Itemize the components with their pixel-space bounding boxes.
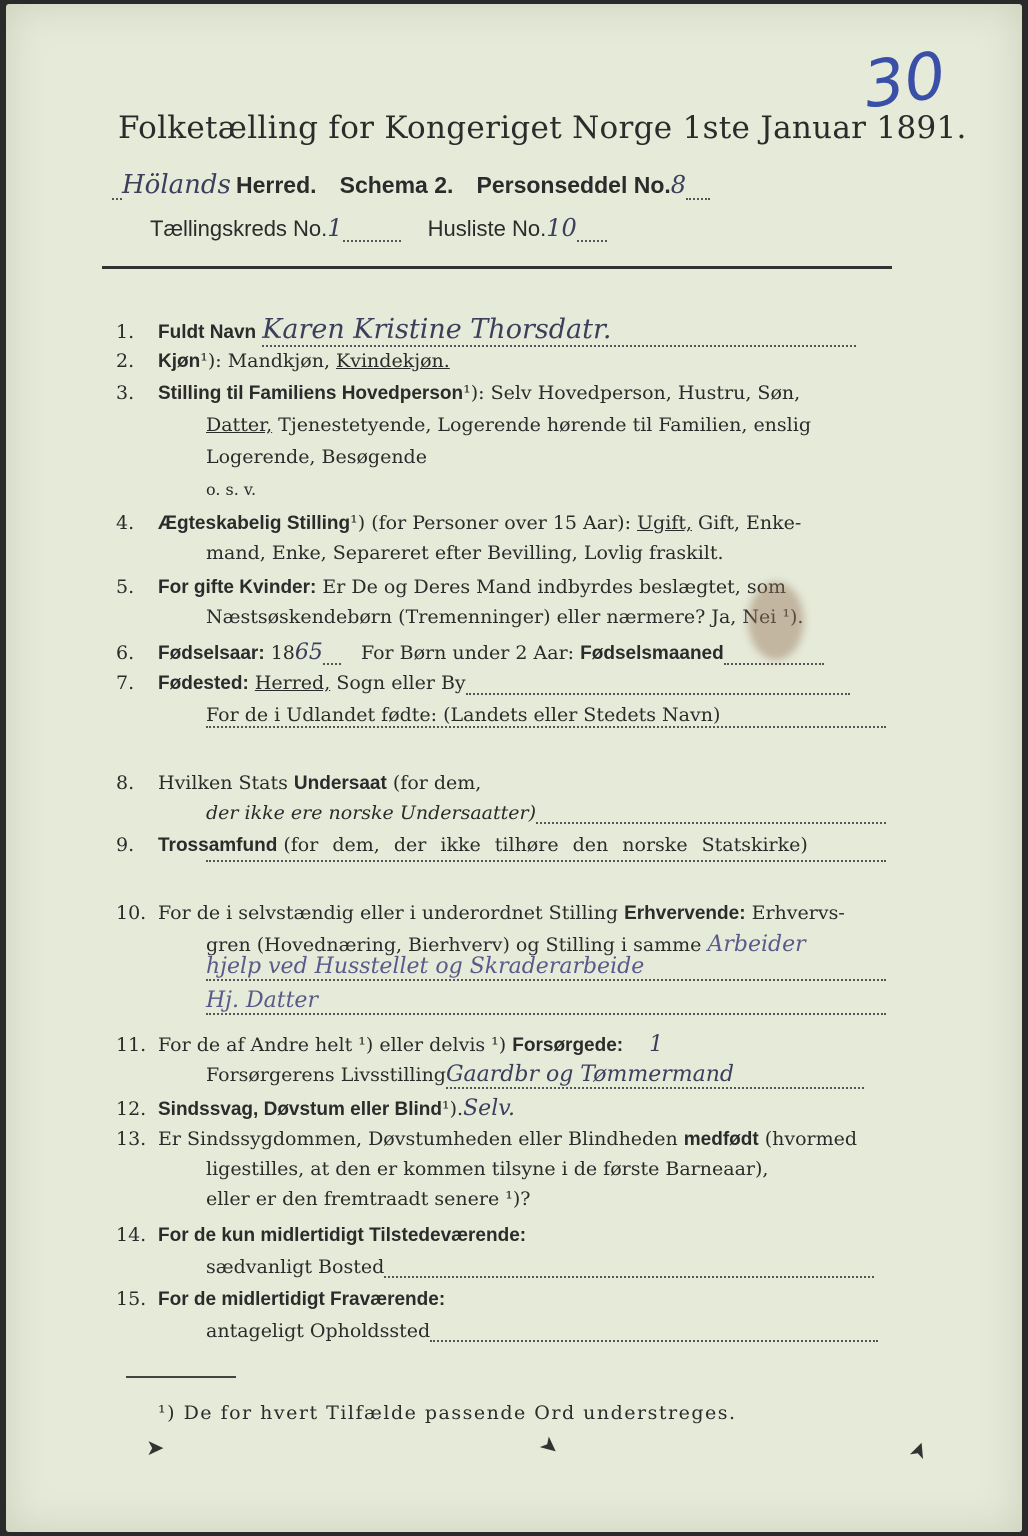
item-7	[116, 672, 850, 695]
disability-value: Selv.	[463, 1096, 516, 1121]
item-9	[116, 834, 808, 857]
item-text: der ikke ere norske Undersaatter)	[206, 802, 536, 824]
item-label: Trossamfund	[158, 835, 278, 856]
item-3-line-3: Logerende, Besøgende	[206, 446, 427, 468]
item-7-line-2: For de i Udlandet fødte: (Landets eller Stedets Navn)	[206, 704, 721, 726]
provider-occupation-value: Gaardbr og Tømmermand	[446, 1062, 864, 1089]
item-number: 2.	[116, 350, 135, 372]
header-kreds-line	[150, 214, 607, 242]
item-label: Fødselsaar:	[158, 643, 265, 664]
item-number: 13.	[116, 1128, 147, 1150]
item-text: (for dem,	[392, 772, 482, 794]
item-text: For de af Andre helt ¹) eller delvis ¹)	[158, 1034, 507, 1056]
item-text: Er Sindssygdommen, Døvstumheden eller Blindheden	[158, 1128, 678, 1150]
full-name-value: Karen Kristine Thorsdatr.	[262, 314, 856, 347]
header-divider	[102, 266, 892, 269]
item-label: Fødested:	[158, 673, 249, 694]
dotted-leader	[466, 673, 850, 695]
item-number: 3.	[116, 382, 135, 404]
item-number: 14.	[116, 1224, 147, 1246]
item-10	[116, 902, 845, 925]
item-11	[116, 1032, 663, 1057]
herred-value: Hölands	[122, 170, 231, 200]
birth-year-value: 65	[294, 640, 323, 665]
footnote: ¹) De for hvert Tilfælde passende Ord understreges.	[158, 1402, 737, 1424]
item-label: Fuldt Navn	[158, 322, 257, 343]
item-number: 9.	[116, 834, 135, 856]
dotted-leader	[430, 1320, 878, 1342]
item-15-line-2	[206, 1320, 878, 1342]
item-13	[116, 1128, 857, 1151]
item-text: For de i selvstændig eller i underordnet Stilling	[158, 902, 619, 924]
item-12	[116, 1096, 515, 1121]
item-14-line-2	[206, 1256, 874, 1278]
item-text: sædvanligt Bosted	[206, 1256, 385, 1278]
item-2	[116, 350, 450, 373]
pen-mark: ➤	[534, 1430, 565, 1463]
schema-label: Schema 2.	[339, 172, 454, 198]
item-label: For de midlertidigt Fraværende:	[158, 1289, 446, 1310]
item-5	[116, 576, 786, 599]
item-5-line-2: Næstsøskendebørn (Tremenninger) eller nærmere? Ja, Nei ¹).	[206, 606, 804, 628]
item-text: (for dem, der ikke tilhøre den norske Statskirke)	[283, 834, 808, 856]
item-text: For Børn under 2 Aar:	[360, 642, 575, 664]
husliste-value: 10	[546, 214, 577, 242]
husliste-label: Husliste No.	[427, 216, 547, 241]
item-text: gren (Hovednæring, Bierhverv) og Stilling i samme	[206, 934, 702, 956]
dotted-leader	[112, 178, 122, 200]
item-text: Tjenestetyende, Logerende hørende til Familien, enslig	[278, 414, 811, 436]
page-number: 30	[859, 38, 951, 124]
item-text: Erhvervs-	[751, 902, 845, 924]
item-number: 5.	[116, 576, 135, 598]
footnote-divider	[126, 1376, 236, 1378]
item-3-line-4: o. s. v.	[206, 480, 257, 499]
personseddel-label: Personseddel No.	[476, 172, 671, 198]
dotted-line	[206, 726, 886, 728]
item-11-line-2	[206, 1062, 864, 1089]
item-number: 7.	[116, 672, 135, 694]
item-label: Undersaat	[293, 773, 387, 794]
pen-mark: ➤	[904, 1437, 935, 1464]
item-label: Erhvervende:	[624, 903, 746, 924]
item-number: 15.	[116, 1288, 147, 1310]
item-label: Ægteskabelig Stilling	[158, 513, 351, 534]
item-text: ¹): Selv Hovedperson, Hustru, Søn,	[463, 382, 801, 404]
item-text: ¹): Mandkjøn,	[200, 350, 330, 372]
pen-mark: ➤	[146, 1436, 165, 1461]
item-label: Sindssvag, Døvstum eller Blind	[158, 1099, 443, 1120]
form-title: Folketælling for Kongeriget Norge 1ste Januar 1891.	[118, 110, 967, 146]
item-label: Fødselsmaaned	[580, 643, 724, 664]
item-number: 1.	[116, 321, 135, 343]
personseddel-value: 8	[670, 171, 687, 199]
item-text: ¹).	[442, 1098, 464, 1120]
item-number: 4.	[116, 512, 135, 534]
item-14	[116, 1224, 526, 1247]
kreds-value: 1	[327, 214, 343, 242]
item-text: Er De og Deres Mand indbyrdes beslægtet, som	[322, 576, 787, 598]
item-label: Kjøn	[158, 351, 201, 372]
item-8-line-2	[206, 802, 886, 824]
dotted-leader	[536, 802, 886, 824]
item-15	[116, 1288, 445, 1311]
selected-option: Ugift,	[637, 512, 692, 534]
dotted-leader	[384, 1256, 874, 1278]
item-text: Forsørgerens Livsstilling	[206, 1064, 446, 1086]
herred-label: Herred.	[235, 172, 317, 198]
item-8	[116, 772, 481, 795]
item-3	[116, 382, 800, 405]
census-form	[6, 4, 1022, 1532]
occupation-value: Arbeider	[707, 932, 806, 957]
kreds-label: Tællingskreds No.	[150, 216, 328, 241]
dotted-leader	[343, 220, 401, 242]
item-text: Gift, Enke-	[698, 512, 802, 534]
item-number: 6.	[116, 642, 135, 664]
item-label: For gifte Kvinder:	[158, 577, 317, 598]
item-number: 12.	[116, 1098, 147, 1120]
item-label: For de kun midlertidigt Tilstedeværende:	[158, 1225, 527, 1246]
item-text: (hvormed	[764, 1128, 858, 1150]
item-13-line-2: ligestilles, at den er kommen tilsyne i de første Barneaar),	[206, 1158, 769, 1180]
header-herred-line	[112, 170, 710, 200]
occupation-value-line-3: Hj. Datter	[206, 988, 886, 1015]
item-number: 11.	[116, 1034, 147, 1056]
dotted-leader	[724, 643, 824, 665]
item-4-line-2: mand, Enke, Separeret efter Bevilling, Lovlig fraskilt.	[206, 542, 724, 564]
selected-option: Kvindekjøn.	[336, 350, 450, 372]
item-1	[116, 314, 856, 347]
selected-option: Herred,	[254, 672, 331, 694]
selected-option: Datter,	[206, 414, 273, 436]
item-text: antageligt Opholdssted	[206, 1320, 431, 1342]
item-13-line-3: eller er den fremtraadt senere ¹)?	[206, 1188, 531, 1210]
supported-value: 1	[649, 1032, 664, 1057]
dotted-leader	[686, 178, 710, 200]
item-3-line-2	[206, 414, 811, 436]
dotted-leader	[577, 220, 607, 242]
item-number: 8.	[116, 772, 135, 794]
occupation-value-line-2: hjelp ved Husstellet og Skraderarbeide	[206, 954, 886, 981]
item-label: Forsørgede:	[512, 1035, 624, 1056]
item-text: Hvilken Stats	[158, 772, 288, 794]
item-4	[116, 512, 801, 535]
dotted-line	[206, 860, 886, 862]
item-number: 10.	[116, 902, 147, 924]
item-text: Sogn eller By	[336, 672, 466, 694]
item-text: ¹) (for Personer over 15 Aar):	[350, 512, 631, 534]
item-label: Stilling til Familiens Hovedperson	[158, 383, 464, 404]
item-label: medfødt	[683, 1129, 759, 1150]
dotted-leader	[323, 643, 341, 665]
item-6	[116, 640, 824, 665]
item-text: 18	[270, 642, 295, 664]
